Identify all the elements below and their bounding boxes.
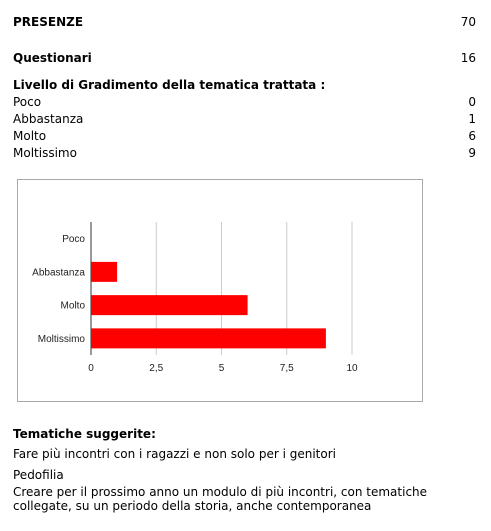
presenze-label: PRESENZE: [13, 15, 84, 29]
gradimento-label: Poco: [13, 95, 42, 109]
bar: [91, 328, 326, 348]
gradimento-bar-chart: [18, 180, 422, 401]
gradimento-value: 1: [468, 112, 476, 126]
category-label: Molto: [60, 300, 85, 312]
questionari-row: [13, 51, 476, 66]
gradimento-label: Moltissimo: [13, 146, 77, 160]
bar: [91, 295, 248, 315]
gradimento-value: 6: [468, 129, 476, 143]
suggerite-heading: Tematiche suggerite:: [13, 427, 156, 441]
presenze-value: 70: [460, 15, 476, 29]
chart-frame: [17, 179, 423, 402]
suggerite-line-2: Pedofilia: [13, 468, 64, 482]
x-tick-label: 10: [346, 363, 358, 374]
x-tick-label: 2,5: [149, 363, 164, 374]
category-label: Abbastanza: [32, 267, 85, 279]
category-label: Poco: [62, 234, 85, 246]
gradimento-label: Molto: [13, 129, 47, 143]
gradimento-row-abbastanza: [13, 112, 476, 127]
x-tick-label: 0: [88, 363, 94, 374]
questionari-label: Questionari: [13, 51, 92, 65]
x-tick-label: 5: [218, 363, 225, 374]
gradimento-value: 0: [468, 95, 476, 109]
gradimento-title: Livello di Gradimento della tematica trattata :: [13, 78, 326, 92]
category-label: Moltissimo: [37, 333, 85, 345]
questionari-value: 16: [460, 51, 476, 65]
gradimento-value: 9: [468, 146, 476, 160]
gradimento-label: Abbastanza: [13, 112, 84, 126]
suggerite-line-3: Creare per il prossimo anno un modulo di più incontri, con tematiche: [13, 485, 428, 499]
presenze-row: [13, 15, 476, 30]
gradimento-row-molto: [13, 129, 476, 144]
bar: [91, 262, 117, 282]
gradimento-row-moltissimo: [13, 146, 476, 161]
x-tick-label: 7,5: [279, 363, 294, 374]
suggerite-line-4: collegate, su un periodo della storia, anche contemporanea: [13, 499, 372, 513]
gradimento-row-poco: [13, 95, 476, 110]
suggerite-line-1: Fare più incontri con i ragazzi e non solo per i genitori: [13, 447, 336, 461]
